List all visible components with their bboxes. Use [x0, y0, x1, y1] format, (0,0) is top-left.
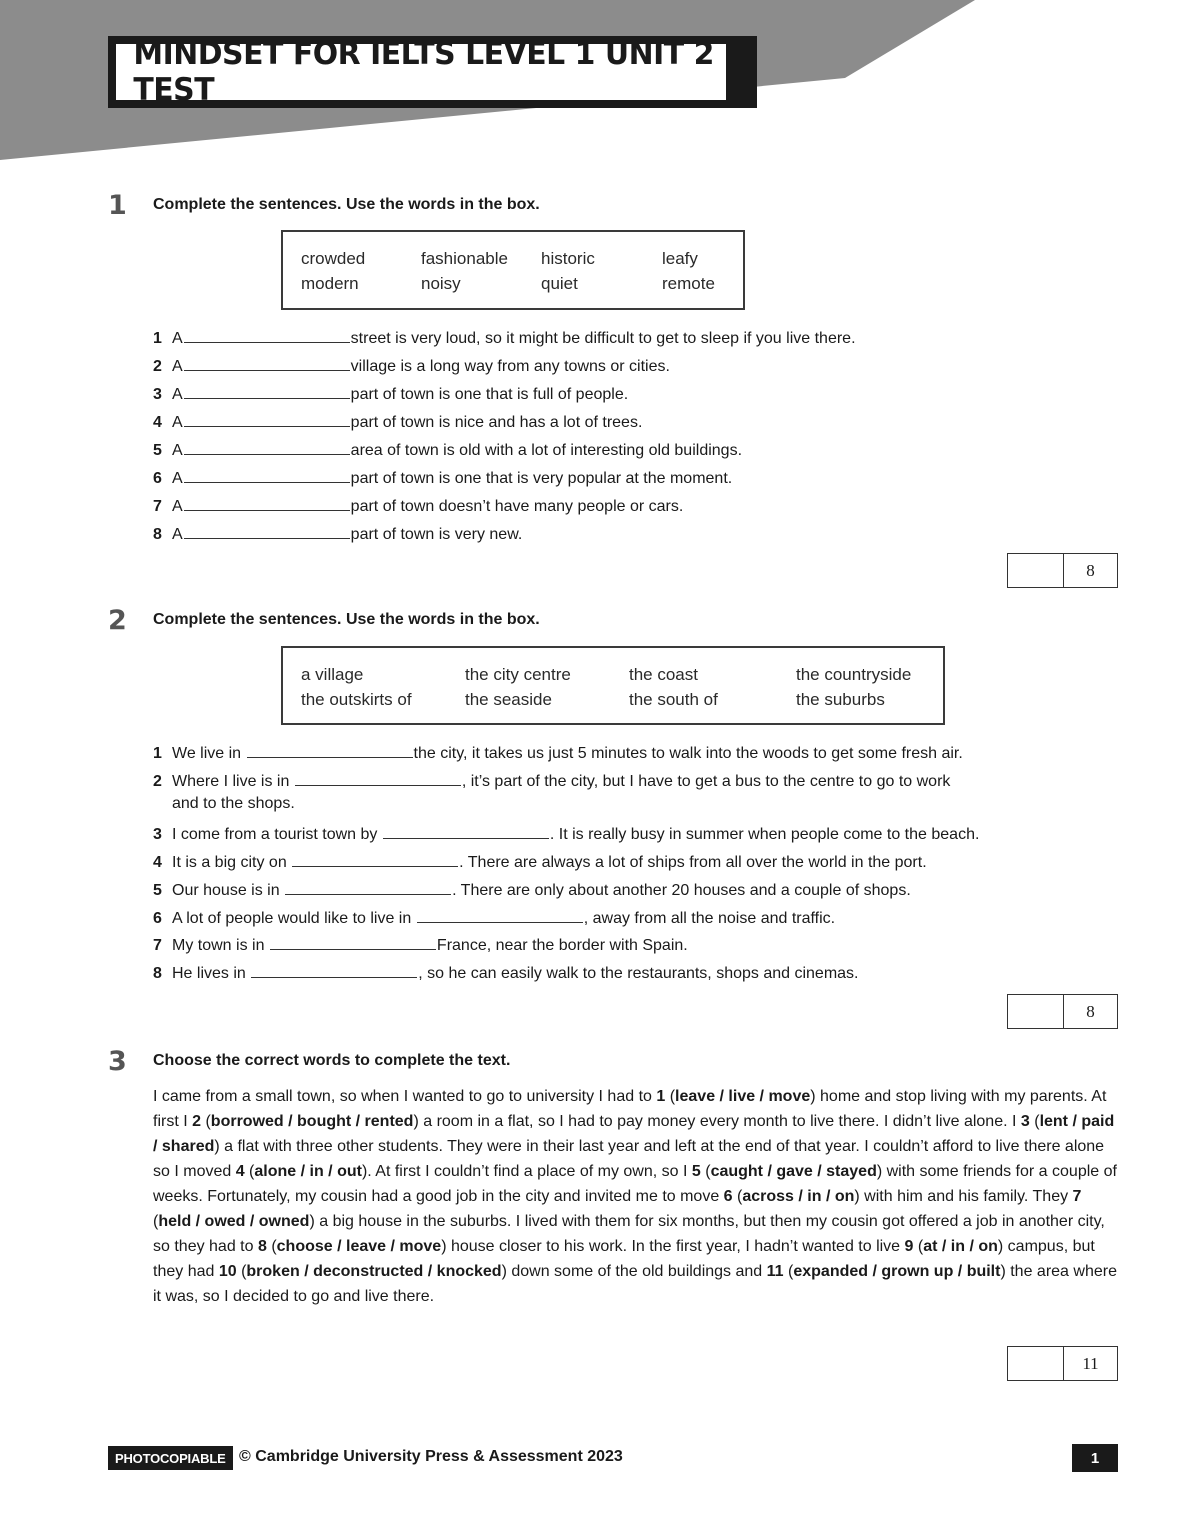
word-box-item: the south of	[629, 690, 718, 709]
text-run: (	[665, 1088, 676, 1105]
page-number: 1	[1072, 1444, 1118, 1472]
text-run: (	[1029, 1113, 1040, 1130]
exercise-1-number: 1	[108, 190, 127, 221]
answer-blank[interactable]	[251, 962, 417, 978]
text-option: 4	[235, 1163, 245, 1180]
text-option: broken / deconstructed / knocked	[246, 1263, 502, 1280]
text-run: ). At first I couldn’t find a place of my own, so I	[361, 1163, 692, 1180]
text-option: caught / gave / stayed	[710, 1163, 877, 1180]
exercise-2-word-box	[281, 646, 945, 725]
answer-blank[interactable]	[184, 411, 350, 427]
text-run: ) down some of the old buildings and	[501, 1263, 767, 1280]
exercise-3-instruction: Choose the correct words to complete the text.	[153, 1052, 511, 1069]
answer-blank[interactable]	[184, 439, 350, 455]
answer-blank[interactable]	[270, 934, 436, 950]
score-max: 8	[1086, 1001, 1095, 1021]
text-run: ) house closer to his work. In the first year, I hadn’t wanted to live	[441, 1238, 905, 1255]
text-option: 8	[257, 1238, 267, 1255]
word-box-item: the countryside	[796, 665, 912, 684]
word-box-item: the outskirts of	[301, 690, 412, 709]
word-box-item: a village	[301, 665, 364, 684]
page-title: MINDSET FOR IELTS LEVEL 1 UNIT 2 TEST	[116, 44, 726, 100]
word-box-item: the suburbs	[796, 690, 885, 709]
answer-blank[interactable]	[184, 383, 350, 399]
text-run: ) with him and his family. They	[854, 1188, 1073, 1205]
text-run: ) home and stop living with my parents. At first I	[153, 1088, 1107, 1130]
text-option: 2	[192, 1113, 202, 1130]
text-option: 1	[656, 1088, 666, 1105]
text-option: 7	[1072, 1188, 1082, 1205]
word-box-item: modern	[301, 274, 359, 293]
text-option: 11	[766, 1263, 784, 1280]
text-option: expanded / grown up / built	[793, 1263, 1001, 1280]
score-entry[interactable]	[1008, 995, 1064, 1028]
exercise-2-score-box	[1007, 994, 1118, 1029]
text-run: ) campus, but they had	[153, 1238, 1095, 1280]
text-run: ) a big house in the suburbs. I lived with them for six months, but then my cousin got offered a job in another city, so they had to	[153, 1213, 1105, 1255]
text-option: held / owed / owned	[158, 1213, 310, 1230]
text-run: (	[266, 1238, 277, 1255]
text-run: (	[700, 1163, 711, 1180]
text-run: ) a room in a flat, so I had to pay money every month to live there. I didn’t live alone. I	[413, 1113, 1021, 1130]
answer-blank[interactable]	[247, 742, 413, 758]
text-option: 6	[723, 1188, 733, 1205]
answer-blank[interactable]	[184, 467, 350, 483]
exercise-1-word-box	[281, 230, 745, 310]
text-option: borrowed / bought / rented	[210, 1113, 414, 1130]
exercise-2-item: 8 He lives in , so he can easily walk to the restaurants, shops and cinemas.	[153, 962, 859, 984]
score-entry[interactable]	[1008, 1347, 1064, 1380]
text-run: ) the area where it was, so I decided to go and live there.	[153, 1263, 1117, 1305]
exercise-1-item: 4 A part of town is nice and has a lot of trees.	[153, 411, 642, 433]
score-max: 11	[1082, 1353, 1099, 1373]
answer-blank[interactable]	[184, 495, 350, 511]
exercise-1-item: 1 A street is very loud, so it might be difficult to get to sleep if you live there.	[153, 327, 856, 349]
exercise-1-item: 2 A village is a long way from any towns or cities.	[153, 355, 670, 377]
exercise-3-score-box	[1007, 1346, 1118, 1381]
exercise-1-instruction: Complete the sentences. Use the words in the box.	[153, 196, 540, 213]
exercise-1-item: 8 A part of town is very new.	[153, 523, 522, 545]
word-box-item: fashionable	[421, 249, 508, 268]
exercise-3-number: 3	[108, 1046, 127, 1077]
title-frame	[108, 36, 757, 108]
text-run: I came from a small town, so when I wanted to go to university I had to	[153, 1088, 657, 1105]
word-box-item: quiet	[541, 274, 578, 293]
answer-blank[interactable]	[285, 879, 451, 895]
word-box-item: noisy	[421, 274, 461, 293]
word-box-item: the coast	[629, 665, 698, 684]
text-option: 5	[691, 1163, 701, 1180]
word-box-item: leafy	[662, 249, 698, 268]
text-option: leave / live / move	[675, 1088, 811, 1105]
text-run: (	[732, 1188, 743, 1205]
text-run: (	[783, 1263, 794, 1280]
text-run: ) with some friends for a couple of weeks. Fortunately, my cousin had a good job in the city and invited me to move	[153, 1163, 1117, 1205]
word-box-item: crowded	[301, 249, 366, 268]
text-option: lent / paid / shared	[153, 1113, 1115, 1155]
exercise-2-item: 6 A lot of people would like to live in , away from all the noise and traffic.	[153, 907, 835, 929]
word-box-item: the seaside	[465, 690, 552, 709]
text-option: alone / in / out	[254, 1163, 362, 1180]
score-entry[interactable]	[1008, 554, 1064, 587]
exercise-1-score-box	[1007, 553, 1118, 588]
text-run: (	[201, 1113, 211, 1130]
word-box-item: historic	[541, 249, 595, 268]
text-option: 9	[904, 1238, 914, 1255]
score-max: 8	[1086, 560, 1095, 580]
exercise-2-instruction: Complete the sentences. Use the words in the box.	[153, 611, 540, 628]
answer-blank[interactable]	[417, 907, 583, 923]
exercise-2-item: 7 My town is in France, near the border with Spain.	[153, 934, 688, 956]
answer-blank[interactable]	[383, 823, 549, 839]
text-run: (	[244, 1163, 255, 1180]
exercise-2-item: 2 Where I live is in , it’s part of the city, but I have to get a bus to the centre to go to work	[153, 770, 950, 792]
text-option: 10	[218, 1263, 237, 1280]
answer-blank[interactable]	[184, 523, 350, 539]
answer-blank[interactable]	[295, 770, 461, 786]
exercise-2-item: 1 We live in the city, it takes us just 5 minutes to walk into the woods to get some fresh air.	[153, 742, 963, 764]
text-run: (	[913, 1238, 924, 1255]
answer-blank[interactable]	[292, 851, 458, 867]
exercise-2-item-continuation: and to the shops.	[172, 795, 295, 812]
text-option: choose / leave / move	[276, 1238, 442, 1255]
text-option: 3	[1020, 1113, 1030, 1130]
exercise-2-item: 3 I come from a tourist town by . It is really busy in summer when people come to the beach.	[153, 823, 979, 845]
copyright-text: © Cambridge University Press & Assessment 2023	[239, 1448, 623, 1465]
text-option: at / in / on	[923, 1238, 998, 1255]
word-box-item: remote	[662, 274, 715, 293]
exercise-2-item: 5 Our house is in . There are only about another 20 houses and a couple of shops.	[153, 879, 911, 901]
exercise-3-text	[153, 1084, 1118, 1309]
answer-blank[interactable]	[184, 327, 350, 343]
text-run: (	[236, 1263, 247, 1280]
text-run: (	[153, 1213, 159, 1230]
exercise-1-item: 5 A area of town is old with a lot of interesting old buildings.	[153, 439, 742, 461]
photocopiable-badge: PHOTOCOPIABLE	[108, 1446, 233, 1470]
exercise-1-item: 6 A part of town is one that is very popular at the moment.	[153, 467, 732, 489]
exercise-1-item: 3 A part of town is one that is full of people.	[153, 383, 628, 405]
text-option: across / in / on	[742, 1188, 855, 1205]
exercise-2-number: 2	[108, 605, 127, 636]
text-run: ) a flat with three other students. They were in their last year and left at the end of that year. I couldn’t afford to live there alone so I moved	[153, 1138, 1105, 1180]
exercise-1-item: 7 A part of town doesn’t have many people or cars.	[153, 495, 683, 517]
word-box-item: the city centre	[465, 665, 571, 684]
answer-blank[interactable]	[184, 355, 350, 371]
exercise-2-item: 4 It is a big city on . There are always a lot of ships from all over the world in the port.	[153, 851, 927, 873]
